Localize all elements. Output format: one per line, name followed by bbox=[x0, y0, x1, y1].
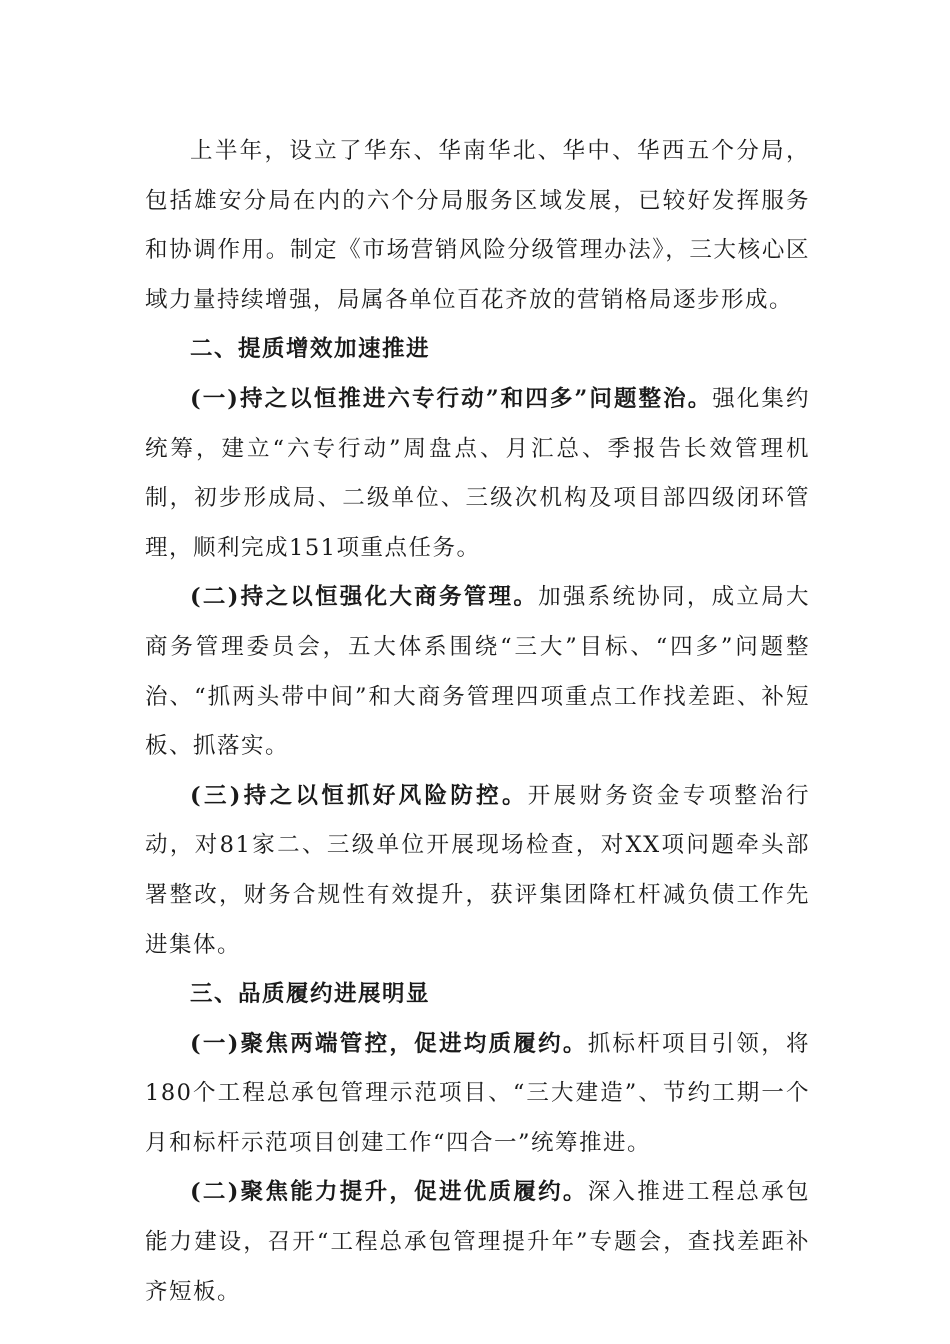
item-body: 开展财务资金专项整治行动，对81家二、三级单位开展现场检查，对XX项问题牵头部署整改，财务合规性有效提升，获评集团降杠杆减负债工作先进集体。 bbox=[145, 782, 810, 958]
section3-item-1 bbox=[145, 1020, 810, 1169]
item-body: 深入推进工程总承包能力建设，召开“工程总承包管理提升年”专题会，查找差距补齐短板。 bbox=[145, 1179, 810, 1305]
item-body: 加强系统协同，成立局大商务管理委员会，五大体系围绕“三大”目标、“四多”问题整治、“抓两头带中间”和大商务管理四项重点工作找差距、补短板、抓落实。 bbox=[145, 584, 810, 760]
section-heading-3: 三、品质履约进展明显 bbox=[190, 981, 431, 1008]
document-body bbox=[145, 127, 810, 1317]
item-body: 抓标杆项目引领，将180个工程总承包管理示范项目、“三大建造”、节约工期一个月和标杆示范项目创建工作“四合一”统筹推进。 bbox=[145, 1030, 810, 1156]
section-heading-2: 二、提质增效加速推进 bbox=[190, 336, 431, 363]
section2-item-3 bbox=[145, 772, 810, 970]
section2-item-1 bbox=[145, 375, 810, 573]
item-lead: (二)聚焦能力提升，促进优质履约。 bbox=[190, 1179, 588, 1206]
item-lead: (三)持之以恒抓好风险防控。 bbox=[190, 782, 528, 809]
section3-item-2 bbox=[145, 1168, 810, 1317]
item-lead: (二)持之以恒强化大商务管理。 bbox=[190, 584, 539, 611]
section2-item-2 bbox=[145, 573, 810, 771]
item-lead: (一)持之以恒推进六专行动”和四多”问题整治。 bbox=[190, 385, 713, 412]
item-lead: (一)聚焦两端管控，促进均质履约。 bbox=[190, 1030, 588, 1057]
intro-paragraph: 上半年，设立了华东、华南华北、华中、华西五个分局，包括雄安分局在内的六个分局服务区域发展，已较好发挥服务和协调作用。制定《市场营销风险分级管理办法》，三大核心区域力量持续增强，局属各单位百花齐放的营销格局逐步形成。 bbox=[145, 138, 810, 313]
item-body: 强化集约统筹，建立“六专行动”周盘点、月汇总、季报告长效管理机制，初步形成局、二级单位、三级次机构及项目部四级闭环管理，顺利完成151项重点任务。 bbox=[145, 385, 810, 561]
